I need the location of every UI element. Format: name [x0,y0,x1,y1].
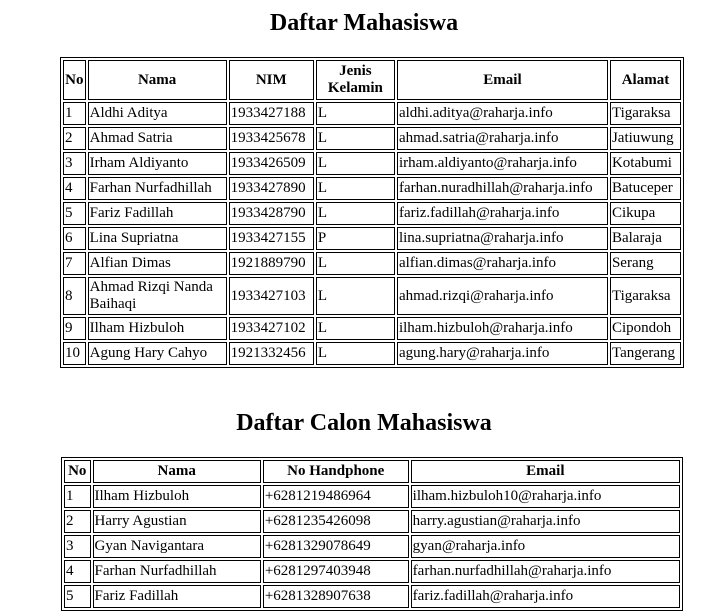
cell-no: 5 [64,585,91,608]
table-row [64,485,680,508]
table-row [63,317,681,340]
cell-no: 4 [63,177,86,200]
table-row [63,227,681,250]
cell-nim: 1933427103 [229,277,314,315]
cell-nama: Harry Agustian [93,510,261,533]
cell-email: harry.agustian@raharja.info [411,510,680,533]
cell-email: farhan.nurfadhillah@raharja.info [411,560,680,583]
column-header-nim: NIM [229,60,314,100]
cell-nim: 1921889790 [229,252,314,275]
table-row [64,510,680,533]
cell-nama: Ilham Hizbuloh [93,485,261,508]
cell-nim: 1933428790 [229,202,314,225]
cell-jenis-kelamin: L [316,102,395,125]
cell-nama: Ilham Hizbuloh [88,317,227,340]
cell-nama: Aldhi Aditya [88,102,227,125]
cell-nim: 1933427155 [229,227,314,250]
cell-alamat: Cikupa [610,202,681,225]
cell-alamat: Tangerang [610,342,681,365]
cell-nama: Farhan Nurfadhillah [93,560,261,583]
cell-no-handphone: +6281235426098 [263,510,409,533]
cell-email: fariz.fadillah@raharja.info [397,202,608,225]
column-header-alamat: Alamat [610,60,681,100]
cell-email: ilham.hizbuloh@raharja.info [397,317,608,340]
page-title-calon-mahasiswa: Daftar Calon Mahasiswa [236,410,492,436]
cell-email: farhan.nuradhillah@raharja.info [397,177,608,200]
table-row [63,102,681,125]
cell-nama: Fariz Fadillah [88,202,227,225]
cell-nim: 1921332456 [229,342,314,365]
cell-nama: Ahmad Satria [88,127,227,150]
cell-no: 4 [64,560,91,583]
column-header-no-handphone: No Handphone [263,460,409,483]
cell-no: 9 [63,317,86,340]
cell-no: 2 [63,127,86,150]
table-row [63,127,681,150]
cell-alamat: Serang [610,252,681,275]
cell-nim: 1933427102 [229,317,314,340]
cell-nim: 1933426509 [229,152,314,175]
column-header-nama: Nama [93,460,261,483]
mahasiswa-table [60,57,684,368]
cell-no: 5 [63,202,86,225]
column-header-no: No [63,60,86,100]
table-row [63,177,681,200]
cell-nama: Lina Supriatna [88,227,227,250]
cell-jenis-kelamin: L [316,317,395,340]
cell-jenis-kelamin: L [316,252,395,275]
cell-alamat: Kotabumi [610,152,681,175]
cell-email: fariz.fadillah@raharja.info [411,585,680,608]
table-header-row [64,460,680,483]
cell-nim: 1933425678 [229,127,314,150]
cell-email: agung.hary@raharja.info [397,342,608,365]
cell-email: ilham.hizbuloh10@raharja.info [411,485,680,508]
cell-nama: Alfian Dimas [88,252,227,275]
table-row [63,202,681,225]
cell-email: lina.supriatna@raharja.info [397,227,608,250]
cell-no: 10 [63,342,86,365]
cell-no: 3 [63,152,86,175]
cell-email: ahmad.rizqi@raharja.info [397,277,608,315]
column-header-email: Email [397,60,608,100]
cell-alamat: Tigaraksa [610,277,681,315]
table-header-row [63,60,681,100]
cell-no: 7 [63,252,86,275]
cell-alamat: Batuceper [610,177,681,200]
table-row [63,152,681,175]
cell-no: 1 [64,485,91,508]
cell-no-handphone: +6281328907638 [263,585,409,608]
calon-mahasiswa-table [61,457,683,611]
cell-jenis-kelamin: L [316,202,395,225]
cell-email: gyan@raharja.info [411,535,680,558]
cell-alamat: Cipondoh [610,317,681,340]
cell-email: alfian.dimas@raharja.info [397,252,608,275]
cell-no-handphone: +6281297403948 [263,560,409,583]
cell-nama: Ahmad Rizqi Nanda Baihaqi [88,277,227,315]
cell-no: 3 [64,535,91,558]
cell-nama: Farhan Nurfadhillah [88,177,227,200]
cell-nama: Irham Aldiyanto [88,152,227,175]
table-row [63,342,681,365]
column-header-email: Email [411,460,680,483]
cell-alamat: Balaraja [610,227,681,250]
table-row [63,277,681,315]
cell-jenis-kelamin: L [316,177,395,200]
column-header-jenis-kelamin: Jenis Kelamin [316,60,395,100]
table-row [64,535,680,558]
table-row [63,252,681,275]
cell-jenis-kelamin: L [316,342,395,365]
table-row [64,560,680,583]
cell-alamat: Tigaraksa [610,102,681,125]
cell-no-handphone: +6281219486964 [263,485,409,508]
cell-jenis-kelamin: P [316,227,395,250]
cell-nim: 1933427188 [229,102,314,125]
column-header-nama: Nama [88,60,227,100]
cell-email: aldhi.aditya@raharja.info [397,102,608,125]
cell-nama: Agung Hary Cahyo [88,342,227,365]
cell-no-handphone: +6281329078649 [263,535,409,558]
page-title-mahasiswa: Daftar Mahasiswa [269,10,459,36]
cell-alamat: Jatiuwung [610,127,681,150]
cell-jenis-kelamin: L [316,127,395,150]
cell-nama: Fariz Fadillah [93,585,261,608]
cell-nim: 1933427890 [229,177,314,200]
cell-no: 1 [63,102,86,125]
cell-jenis-kelamin: L [316,277,395,315]
cell-no: 2 [64,510,91,533]
cell-no: 8 [63,277,86,315]
cell-jenis-kelamin: L [316,152,395,175]
cell-nama: Gyan Navigantara [93,535,261,558]
cell-no: 6 [63,227,86,250]
cell-email: irham.aldiyanto@raharja.info [397,152,608,175]
column-header-no: No [64,460,91,483]
cell-email: ahmad.satria@raharja.info [397,127,608,150]
